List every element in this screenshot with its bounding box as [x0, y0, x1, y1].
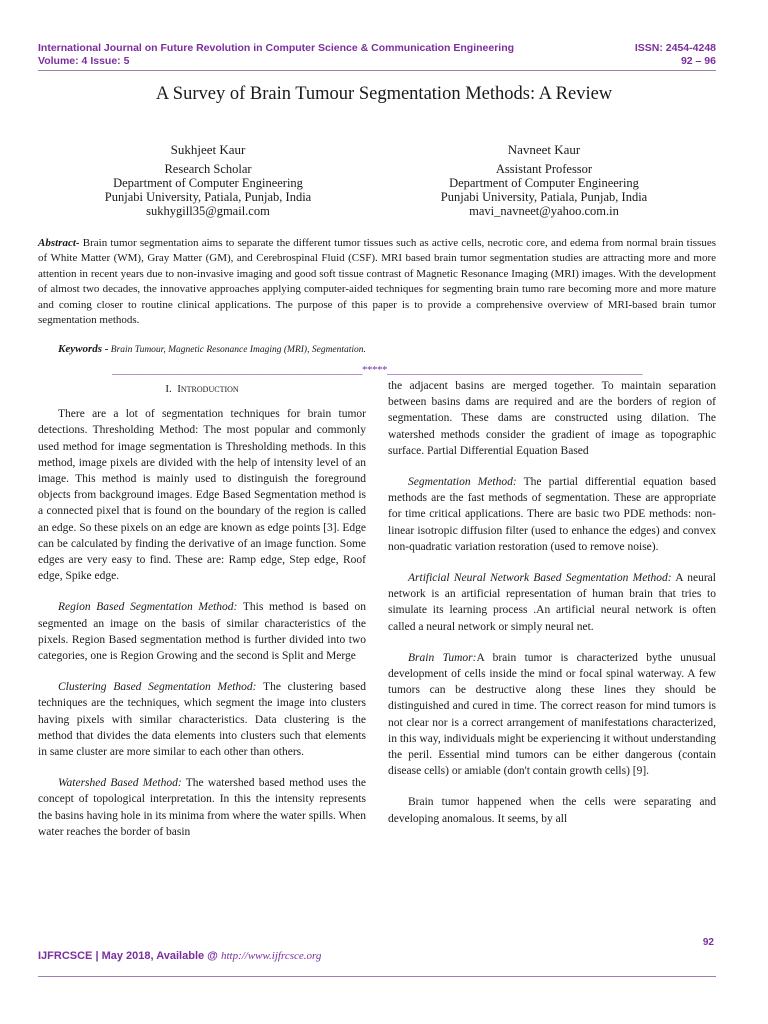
issn: ISSN: 2454-4248: [634, 42, 716, 54]
running-header: [38, 42, 716, 67]
header-rule: [38, 70, 716, 71]
paragraph-label: Artificial Neural Network Based Segmentation Method:: [408, 572, 672, 585]
section-separator: __________________________________________________*****___________________________________________________: [112, 364, 642, 376]
paragraph-pde: [388, 474, 716, 555]
paragraph-label: Watershed Based Method:: [58, 777, 182, 790]
paragraph-text: A brain tumor is characterized bythe unusual development of cells inside the mind or focal spinal waterway. A few tumors can be destructive along these lines they should be distinguished and cured in time. The correct reason for mind tumors is not clear nor is a correct arrangement of manifestations characterized, in this way, individuals might be experiencing it without understanding the peril. Essential mind tumors can be either dangerous (contain disease cells) or amiable (don't contain growth cells) [9].: [388, 651, 716, 778]
journal-name: International Journal on Future Revolution in Computer Science & Communication Engineering: [38, 42, 515, 54]
abstract-text: Brain tumor segmentation aims to separate the different tumor tissues such as active cells, necrotic core, and edema from normal brain tissues of White Matter (WM), Gray Matter (GM), and Cerebrospinal Fluid (CSF). MRI based brain tumor segmentation studies are attracting more and more attention in recent years due to non-invasive imaging and good soft tissue contrast of Magnetic Resonance Imaging (MRI) images. With the development of almost two decades, the innovative approaches applying computer-aided techniques for segmenting brain tumo rare becoming more and more mature and coming closer to routine clinical applications. The purpose of this paper is to provide a comprehensive overview of MRI-based brain tumor segmentation methods.: [38, 237, 716, 327]
paragraph-label: Region Based Segmentation Method:: [58, 601, 238, 614]
paragraph-clustering: [38, 679, 366, 760]
author-affiliation: Punjabi University, Patiala, Punjab, India: [440, 190, 648, 204]
paragraph-intro: There are a lot of segmentation techniques for brain tumor detections. Thresholding Method: The most popular and commonly used method for image segmentation is Thresholding methods. In this method, image pixels are divided with the help of intensity level of an image. This method is mainly used to distinguish the foreground objects from background images. Edge Based Segmentation method is a connected pixel that is found on the boundary of the region is called an edge. So these pixels on an edge are known as edge points [3]. Edge can be calculated by finding the derivative of an image function. Some edges are very easy to find. These are: Ramp edge, Step edge, Roof edge, Spike edge.: [38, 408, 366, 583]
section-title: Introduction: [177, 383, 239, 395]
paper-title: A Survey of Brain Tumour Segmentation Methods: A Review: [155, 84, 613, 104]
section-heading: [38, 381, 366, 397]
paragraph-final: Brain tumor happened when the cells were separating and developing anomalous. It seems, by all: [388, 796, 716, 825]
footer-rule: [38, 976, 716, 977]
keywords-text: Brain Tumour, Magnetic Resonance Imaging (MRI), Segmentation.: [108, 345, 366, 355]
author-email: mavi_navneet@yahoo.com.in: [469, 204, 619, 218]
paragraph-text: The clustering based techniques are the techniques, which segment the image into clusters having pixels with similar characteristics. Data clustering is the method that divides the data elements into clusters such that elements in same cluster are more similar to each other than others.: [38, 681, 366, 759]
paragraph-text: The watershed based method uses the concept of topological interpretation. In this the intensity represents the basins having hole in its minima from where the water spills. When water reaches the border of basin: [38, 777, 366, 838]
paragraph-ann: [388, 570, 716, 635]
left-column: [38, 378, 366, 855]
paragraph-label: Brain Tumor:: [408, 651, 477, 664]
paragraph-text: The partial differential equation based methods are the fast methods of segmentation. These are appropriate for time critical applications. There are basic two PDE methods: non-linear isotropic diffusion filter (used to enhance the edges) and convex non-quadratic variation restoration (used to remove noise).: [388, 476, 717, 553]
keywords: [58, 343, 366, 355]
author-affiliation: Punjabi University, Patiala, Punjab, India: [104, 190, 312, 204]
paragraph-label: Clustering Based Segmentation Method:: [58, 681, 257, 694]
section-number: I.: [165, 383, 172, 395]
author-email: sukhygill35@gmail.com: [146, 204, 270, 218]
author-role: Assistant Professor: [495, 162, 593, 176]
footer: [38, 950, 321, 962]
author-1: [58, 143, 358, 218]
paragraph-continued: the adjacent basins are merged together. To maintain separation between basins dams are required and are the borders of region of segmentation. These dams are constructed using dilation. The watershed methods consider the gradient of image as topographic surface. Partial Differential Equation Based: [388, 380, 716, 457]
paragraph-text: This method is based on segmented an image on the basis of similar characteristics of the pixels. Region Based segmentation method is further divided into two categories, one is Region Growing and the second is Split and Merge: [38, 601, 366, 663]
paragraph-region: [38, 599, 366, 664]
footer-link[interactable]: http://www.ijfrcsce.org: [220, 950, 322, 962]
author-dept: Department of Computer Engineering: [449, 176, 639, 190]
author-dept: Department of Computer Engineering: [113, 176, 303, 190]
page-range: 92 – 96: [680, 54, 716, 67]
author-role: Research Scholar: [164, 162, 252, 176]
paragraph-watershed: [38, 775, 366, 840]
author-name: Navneet Kaur: [507, 142, 581, 157]
abstract: [38, 236, 716, 328]
paragraph-text: A neural network is an artificial representation of human brain that tries to simulate its learning process .An artificial neural network is often called a neural network or simply neural net.: [388, 572, 716, 633]
keywords-label: Keywords -: [58, 343, 109, 355]
author-2: [394, 143, 694, 218]
page-number: 92: [702, 937, 714, 948]
author-name: Sukhjeet Kaur: [170, 142, 246, 157]
volume-issue: Volume: 4 Issue: 5: [38, 54, 130, 67]
right-column: [388, 378, 716, 842]
header-right: [635, 42, 716, 67]
paragraph-label: Segmentation Method:: [408, 476, 517, 489]
abstract-label: Abstract-: [38, 237, 80, 249]
paragraph-brain-tumor: [388, 650, 716, 780]
footer-journal: IJFRCSCE | May 2018, Available @: [38, 950, 221, 962]
